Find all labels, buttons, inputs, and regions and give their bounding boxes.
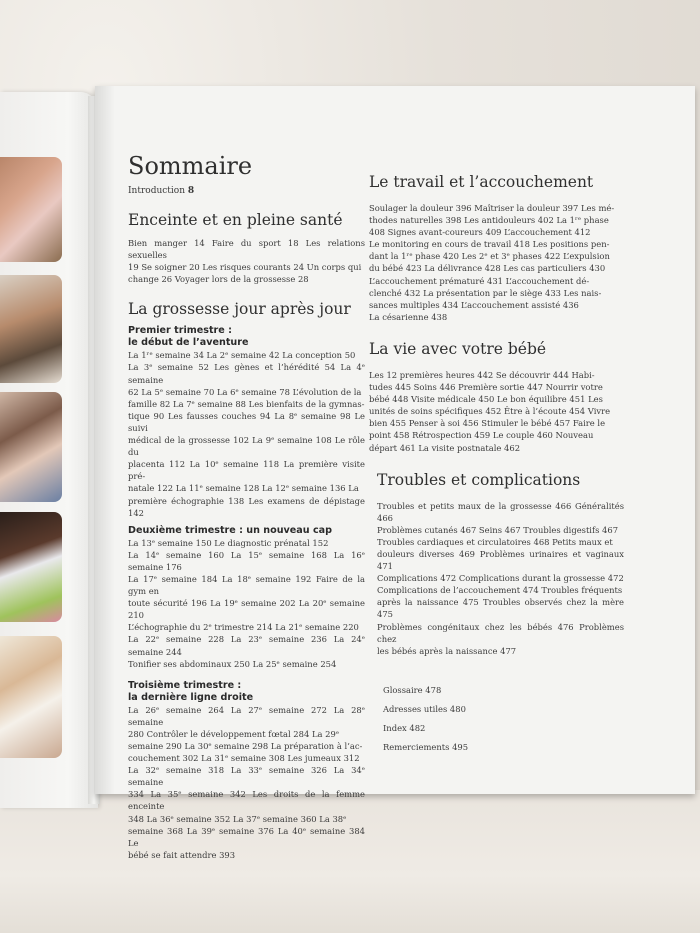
- right-column: [369, 172, 624, 757]
- annex-adresses: Adresses utiles 480: [383, 703, 466, 714]
- introduction-entry: [128, 186, 365, 196]
- toc-line: douleurs diverses 469 Problèmes urinaires et vaginaux 471: [377, 548, 624, 572]
- toc-line: sances multiples 434 L’accouchement assisté 436: [369, 299, 579, 310]
- toc-line: La 13ᵉ semaine 150 Le diagnostic prénatal 152: [128, 537, 329, 548]
- left-column: [128, 150, 365, 861]
- annex-glossaire: Glossaire 478: [383, 684, 442, 695]
- toc-line: dant la 1ʳᵉ phase 420 Les 2ᵉ et 3ᵉ phases 422 L’expulsion: [369, 251, 610, 262]
- toc-line: 334 La 35ᵉ semaine 342 Les droits de la femme enceinte: [128, 789, 365, 812]
- toc-line: natale 122 La 11ᵉ semaine 128 La 12ᵉ semaine 136 La: [128, 483, 359, 494]
- photo-thumbnail-4: [0, 512, 62, 622]
- toc-line: semaine 368 La 39ᵉ semaine 376 La 40ᵉ semaine 384 Le: [128, 825, 365, 848]
- toc-line: après la naissance 475 Troubles observés chez la mère 475: [377, 597, 624, 620]
- toc-line: Complications 472 Complications durant la grossesse 472: [377, 573, 624, 584]
- section-heading-enceinte: Enceinte et en pleine santé: [128, 211, 343, 229]
- page-gutter-shadow: [95, 86, 115, 794]
- photo-thumbnail-3: [0, 392, 62, 502]
- toc-line: tudes 445 Soins 446 Première sortie 447 Nourrir votre: [369, 382, 603, 393]
- toc-line: Tonifier ses abdominaux 250 La 25ᵉ semaine 254: [128, 658, 337, 669]
- section-heading-travail: Le travail et l’accouchement: [369, 173, 594, 191]
- toc-line: La 32ᵉ semaine 318 La 33ᵉ semaine 326 La 34ᵉ semaine: [128, 765, 365, 788]
- section-heading-grossesse: La grossesse jour après jour: [128, 300, 351, 319]
- toc-line: thodes naturelles 398 Les antidouleurs 402 La 1ʳᵉ phase: [369, 215, 609, 226]
- toc-line: L’échographie du 2ᵉ trimestre 214 La 21ᵉ semaine 220: [128, 622, 359, 633]
- section-body-enceinte: [128, 237, 365, 285]
- toc-line: La 1ʳᵉ semaine 34 La 2ᵉ semaine 42 La conception 50: [128, 350, 356, 361]
- toc-line: La 26ᵉ semaine 264 La 27ᵉ semaine 272 La 28ᵉ semaine: [128, 704, 365, 727]
- toc-line: point 458 Rétrospection 459 Le couple 460 Nouveau: [369, 430, 594, 441]
- toc-line: La 22ᵉ semaine 228 La 23ᵉ semaine 236 La 24ᵉ semaine 244: [128, 634, 365, 657]
- toc-line: couchement 302 La 31ᵉ semaine 308 Les jumeaux 312: [128, 753, 360, 764]
- trimester-1-title: Premier trimestre :: [128, 325, 232, 337]
- toc-line: du bébé 423 La délivrance 428 Les cas particuliers 430: [369, 263, 606, 274]
- trimester-1-block: [128, 325, 365, 518]
- trimester-1-subtitle: le début de l’aventure: [128, 337, 249, 349]
- toc-line: Troubles cardiaques et circulatoires 468 Petits maux et: [377, 536, 613, 547]
- trimester-3-title: Troisième trimestre :: [128, 679, 242, 691]
- toc-line: tique 90 Les fausses couches 94 La 8ᵉ semaine 98 Le suivi: [128, 410, 365, 433]
- trimester-3-block: [128, 680, 365, 861]
- toc-line: Problèmes cutanés 467 Seins 467 Troubles digestifs 467: [377, 524, 619, 535]
- page-title: Sommaire: [128, 152, 253, 180]
- toc-line: toute sécurité 196 La 19ᵉ semaine 202 La 20ᵉ semaine 210: [128, 598, 365, 621]
- toc-line: médical de la grossesse 102 La 9ᵉ semaine 108 Le rôle du: [128, 435, 365, 458]
- toc-line: 408 Signes avant-coureurs 409 L’accouchement 412: [369, 227, 591, 238]
- toc-line: 19 Se soigner 20 Les risques courants 24 Un corps qui: [128, 262, 362, 273]
- toc-line: départ 461 La visite postnatale 462: [369, 442, 521, 453]
- toc-line: semaine 290 La 30ᵉ semaine 298 La préparation à l’ac-: [128, 741, 363, 751]
- toc-line: 62 La 5ᵉ semaine 70 La 6ᵉ semaine 78 L’évolution de la: [128, 386, 362, 397]
- toc-line: La 3ᵉ semaine 52 Les gènes et l’hérédité 54 La 4ᵉ semaine: [128, 362, 365, 385]
- toc-line: La 14ᵉ semaine 160 La 15ᵉ semaine 168 La 16ᵉ semaine 176: [128, 549, 365, 572]
- toc-line: Les 12 premières heures 442 Se découvrir 444 Habi-: [369, 369, 595, 380]
- toc-line: Le monitoring en cours de travail 418 Les positions pen-: [369, 239, 610, 250]
- toc-line: Problèmes congénitaux chez les bébés 476 Problèmes chez: [377, 621, 624, 644]
- trimester-2-block: [128, 525, 365, 670]
- toc-line: 280 Contrôler le développement fœtal 284 La 29ᵉ: [128, 728, 340, 739]
- toc-line: La 17ᵉ semaine 184 La 18ᵉ semaine 192 Faire de la gym en: [128, 573, 365, 597]
- toc-line: bien 455 Penser à soi 456 Stimuler le bébé 457 Faire le: [369, 418, 606, 429]
- toc-line: clenché 432 La présentation par le siège 433 Les nais-: [369, 287, 602, 298]
- introduction-label: Introduction: [128, 186, 185, 196]
- introduction-page: 8: [187, 186, 195, 196]
- section-body-troubles: [377, 500, 624, 657]
- toc-line: bébé 448 Visite médicale 450 Le bon équilibre 451 Les: [369, 394, 603, 405]
- annex-remerciements: Remerciements 495: [383, 741, 469, 752]
- toc-line: Complications de l’accouchement 474 Troubles fréquents: [377, 585, 623, 596]
- toc-line: Soulager la douleur 396 Maîtriser la douleur 397 Les mé-: [369, 203, 615, 213]
- photo-thumbnail-5: [0, 636, 62, 758]
- toc-line: bébé se fait attendre 393: [128, 849, 236, 860]
- toc-line: unités de soins spécifiques 452 Être à l’écoute 454 Vivre: [369, 406, 611, 417]
- toc-line: La césarienne 438: [369, 311, 448, 322]
- section-heading-vie: La vie avec votre bébé: [369, 339, 547, 358]
- section-body-travail: [369, 202, 624, 323]
- toc-line: première échographie 138 Les examens de dépistage 142: [128, 495, 365, 518]
- toc-line: placenta 112 La 10ᵉ semaine 118 La première visite pré-: [128, 459, 365, 482]
- toc-line: 348 La 36ᵉ semaine 352 La 37ᵉ semaine 360 La 38ᵉ: [128, 813, 347, 824]
- toc-line: les bébés après la naissance 477: [377, 645, 517, 656]
- annexes-list: [383, 681, 624, 757]
- trimester-3-subtitle: la dernière ligne droite: [128, 691, 254, 703]
- toc-line: change 26 Voyager lors de la grossesse 28: [128, 274, 309, 285]
- toc-line: Bien manger 14 Faire du sport 18 Les relations sexuelles: [128, 238, 365, 261]
- photo-thumbnail-2: [0, 275, 62, 383]
- toc-line: Troubles et petits maux de la grossesse 466 Généralités 466: [377, 500, 624, 523]
- toc-line: L’accouchement prématuré 431 L’accouchement dé-: [369, 275, 590, 286]
- photo-thumbnail-1: [0, 157, 62, 262]
- annex-index: Index 482: [383, 722, 426, 733]
- section-heading-troubles: Troubles et complications: [377, 470, 581, 489]
- trimester-2-title: Deuxième trimestre : un nouveau cap: [128, 524, 332, 536]
- toc-line: famille 82 La 7ᵉ semaine 88 Les bienfaits de la gymnas-: [128, 398, 365, 409]
- section-body-vie: [369, 369, 624, 454]
